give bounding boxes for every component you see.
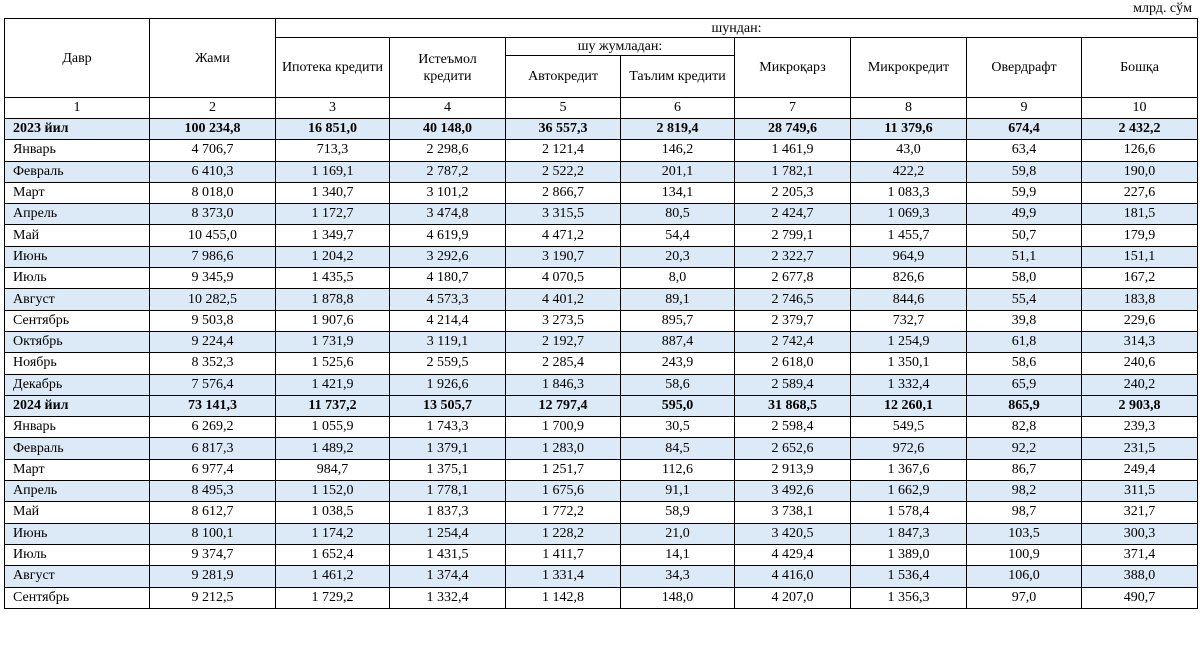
value-cell: 229,6	[1082, 310, 1198, 331]
period-cell: Июль	[5, 268, 150, 289]
value-cell: 2 787,2	[390, 161, 506, 182]
value-cell: 8 373,0	[150, 204, 276, 225]
value-cell: 240,6	[1082, 353, 1198, 374]
value-cell: 9 345,9	[150, 268, 276, 289]
value-cell: 311,5	[1082, 481, 1198, 502]
value-cell: 1 431,5	[390, 544, 506, 565]
value-cell: 63,4	[967, 140, 1082, 161]
period-cell: Март	[5, 459, 150, 480]
value-cell: 3 474,8	[390, 204, 506, 225]
value-cell: 50,7	[967, 225, 1082, 246]
period-cell: Сентябрь	[5, 310, 150, 331]
value-cell: 1 731,9	[276, 331, 390, 352]
value-cell: 3 119,1	[390, 331, 506, 352]
column-number: 7	[735, 98, 851, 119]
value-cell: 59,8	[967, 161, 1082, 182]
value-cell: 8,0	[621, 268, 735, 289]
value-cell: 1 435,5	[276, 268, 390, 289]
value-cell: 1 204,2	[276, 246, 390, 267]
unit-label: млрд. сўм	[1133, 1, 1192, 16]
value-cell: 2 589,4	[735, 374, 851, 395]
value-cell: 9 503,8	[150, 310, 276, 331]
value-cell: 1 578,4	[851, 502, 967, 523]
value-cell: 8 100,1	[150, 523, 276, 544]
value-cell: 14,1	[621, 544, 735, 565]
value-cell: 82,8	[967, 417, 1082, 438]
column-number: 5	[506, 98, 621, 119]
value-cell: 100 234,8	[150, 119, 276, 140]
value-cell: 549,5	[851, 417, 967, 438]
value-cell: 1 907,6	[276, 310, 390, 331]
table-row	[5, 161, 1198, 182]
value-cell: 7 576,4	[150, 374, 276, 395]
period-cell: Ноябрь	[5, 353, 150, 374]
value-cell: 100,9	[967, 544, 1082, 565]
column-number-row	[5, 98, 1198, 119]
column-number: 2	[150, 98, 276, 119]
credit-table	[4, 18, 1198, 609]
value-cell: 2 205,3	[735, 182, 851, 203]
value-cell: 10 455,0	[150, 225, 276, 246]
value-cell: 1 700,9	[506, 417, 621, 438]
value-cell: 595,0	[621, 395, 735, 416]
value-cell: 887,4	[621, 331, 735, 352]
value-cell: 146,2	[621, 140, 735, 161]
value-cell: 43,0	[851, 140, 967, 161]
value-cell: 8 352,3	[150, 353, 276, 374]
period-cell: Апрель	[5, 481, 150, 502]
header-auto: Автокредит	[506, 56, 621, 98]
value-cell: 964,9	[851, 246, 967, 267]
value-cell: 126,6	[1082, 140, 1198, 161]
value-cell: 1 340,7	[276, 182, 390, 203]
value-cell: 1 251,7	[506, 459, 621, 480]
value-cell: 98,7	[967, 502, 1082, 523]
value-cell: 3 190,7	[506, 246, 621, 267]
value-cell: 1 455,7	[851, 225, 967, 246]
value-cell: 865,9	[967, 395, 1082, 416]
value-cell: 3 101,2	[390, 182, 506, 203]
value-cell: 1 778,1	[390, 481, 506, 502]
value-cell: 73 141,3	[150, 395, 276, 416]
value-cell: 2 298,6	[390, 140, 506, 161]
value-cell: 55,4	[967, 289, 1082, 310]
period-cell: 2023 йил	[5, 119, 150, 140]
value-cell: 28 749,6	[735, 119, 851, 140]
value-cell: 2 559,5	[390, 353, 506, 374]
value-cell: 674,4	[967, 119, 1082, 140]
value-cell: 103,5	[967, 523, 1082, 544]
year-total-row	[5, 395, 1198, 416]
value-cell: 249,4	[1082, 459, 1198, 480]
value-cell: 1 332,4	[390, 587, 506, 608]
value-cell: 179,9	[1082, 225, 1198, 246]
value-cell: 9 212,5	[150, 587, 276, 608]
value-cell: 11 737,2	[276, 395, 390, 416]
value-cell: 61,8	[967, 331, 1082, 352]
value-cell: 1 772,2	[506, 502, 621, 523]
value-cell: 54,4	[621, 225, 735, 246]
table-row	[5, 438, 1198, 459]
value-cell: 1 782,1	[735, 161, 851, 182]
value-cell: 7 986,6	[150, 246, 276, 267]
value-cell: 51,1	[967, 246, 1082, 267]
value-cell: 16 851,0	[276, 119, 390, 140]
value-cell: 190,0	[1082, 161, 1198, 182]
value-cell: 1 652,4	[276, 544, 390, 565]
value-cell: 58,6	[967, 353, 1082, 374]
value-cell: 1 525,6	[276, 353, 390, 374]
value-cell: 4 619,9	[390, 225, 506, 246]
value-cell: 4 214,4	[390, 310, 506, 331]
value-cell: 34,3	[621, 566, 735, 587]
column-number: 10	[1082, 98, 1198, 119]
value-cell: 1 729,2	[276, 587, 390, 608]
period-cell: 2024 йил	[5, 395, 150, 416]
value-cell: 9 281,9	[150, 566, 276, 587]
table-row	[5, 481, 1198, 502]
value-cell: 1 055,9	[276, 417, 390, 438]
value-cell: 97,0	[967, 587, 1082, 608]
value-cell: 1 174,2	[276, 523, 390, 544]
value-cell: 30,5	[621, 417, 735, 438]
value-cell: 2 866,7	[506, 182, 621, 203]
value-cell: 6 410,3	[150, 161, 276, 182]
value-cell: 6 977,4	[150, 459, 276, 480]
value-cell: 422,2	[851, 161, 967, 182]
value-cell: 1 331,4	[506, 566, 621, 587]
value-cell: 1 254,9	[851, 331, 967, 352]
period-cell: Июнь	[5, 523, 150, 544]
value-cell: 1 536,4	[851, 566, 967, 587]
value-cell: 2 618,0	[735, 353, 851, 374]
value-cell: 2 192,7	[506, 331, 621, 352]
value-cell: 148,0	[621, 587, 735, 608]
value-cell: 39,8	[967, 310, 1082, 331]
value-cell: 1 172,7	[276, 204, 390, 225]
value-cell: 1 375,1	[390, 459, 506, 480]
value-cell: 89,1	[621, 289, 735, 310]
column-number: 1	[5, 98, 150, 119]
value-cell: 1 356,3	[851, 587, 967, 608]
value-cell: 59,9	[967, 182, 1082, 203]
value-cell: 371,4	[1082, 544, 1198, 565]
value-cell: 3 738,1	[735, 502, 851, 523]
value-cell: 844,6	[851, 289, 967, 310]
value-cell: 1 332,4	[851, 374, 967, 395]
value-cell: 2 522,2	[506, 161, 621, 182]
value-cell: 2 819,4	[621, 119, 735, 140]
value-cell: 151,1	[1082, 246, 1198, 267]
value-cell: 2 677,8	[735, 268, 851, 289]
value-cell: 9 224,4	[150, 331, 276, 352]
value-cell: 1 675,6	[506, 481, 621, 502]
value-cell: 12 797,4	[506, 395, 621, 416]
value-cell: 92,2	[967, 438, 1082, 459]
period-cell: Октябрь	[5, 331, 150, 352]
table-row	[5, 246, 1198, 267]
table-row	[5, 417, 1198, 438]
header-mortgage: Ипотека кредити	[276, 38, 390, 98]
value-cell: 1 038,5	[276, 502, 390, 523]
column-number: 9	[967, 98, 1082, 119]
value-cell: 2 746,5	[735, 289, 851, 310]
column-number: 3	[276, 98, 390, 119]
column-number: 8	[851, 98, 967, 119]
value-cell: 895,7	[621, 310, 735, 331]
header-education: Таълим кредити	[621, 56, 735, 98]
header-including: шу жумладан:	[506, 38, 735, 56]
value-cell: 65,9	[967, 374, 1082, 395]
value-cell: 1 461,2	[276, 566, 390, 587]
value-cell: 4 401,2	[506, 289, 621, 310]
value-cell: 1 662,9	[851, 481, 967, 502]
value-cell: 8 018,0	[150, 182, 276, 203]
value-cell: 58,9	[621, 502, 735, 523]
value-cell: 58,0	[967, 268, 1082, 289]
table-row	[5, 374, 1198, 395]
value-cell: 1 837,3	[390, 502, 506, 523]
table-row	[5, 544, 1198, 565]
table-row	[5, 459, 1198, 480]
table-row	[5, 523, 1198, 544]
value-cell: 4 573,3	[390, 289, 506, 310]
period-cell: Июнь	[5, 246, 150, 267]
value-cell: 4 207,0	[735, 587, 851, 608]
value-cell: 1 349,7	[276, 225, 390, 246]
value-cell: 1 379,1	[390, 438, 506, 459]
value-cell: 106,0	[967, 566, 1082, 587]
value-cell: 314,3	[1082, 331, 1198, 352]
table-row	[5, 225, 1198, 246]
value-cell: 40 148,0	[390, 119, 506, 140]
value-cell: 4 180,7	[390, 268, 506, 289]
year-total-row	[5, 119, 1198, 140]
value-cell: 84,5	[621, 438, 735, 459]
value-cell: 239,3	[1082, 417, 1198, 438]
value-cell: 9 374,7	[150, 544, 276, 565]
value-cell: 240,2	[1082, 374, 1198, 395]
value-cell: 4 706,7	[150, 140, 276, 161]
value-cell: 231,5	[1082, 438, 1198, 459]
value-cell: 1 389,0	[851, 544, 967, 565]
value-cell: 58,6	[621, 374, 735, 395]
header-of-which: шундан:	[276, 19, 1198, 38]
value-cell: 1 878,8	[276, 289, 390, 310]
value-cell: 1 283,0	[506, 438, 621, 459]
value-cell: 1 069,3	[851, 204, 967, 225]
value-cell: 3 273,5	[506, 310, 621, 331]
value-cell: 13 505,7	[390, 395, 506, 416]
value-cell: 826,6	[851, 268, 967, 289]
period-cell: Август	[5, 566, 150, 587]
value-cell: 1 489,2	[276, 438, 390, 459]
value-cell: 1 169,1	[276, 161, 390, 182]
period-cell: Август	[5, 289, 150, 310]
column-number: 6	[621, 98, 735, 119]
value-cell: 49,9	[967, 204, 1082, 225]
period-cell: Январь	[5, 417, 150, 438]
value-cell: 227,6	[1082, 182, 1198, 203]
value-cell: 183,8	[1082, 289, 1198, 310]
table-row	[5, 502, 1198, 523]
value-cell: 2 652,6	[735, 438, 851, 459]
value-cell: 1 411,7	[506, 544, 621, 565]
value-cell: 1 152,0	[276, 481, 390, 502]
value-cell: 4 070,5	[506, 268, 621, 289]
period-cell: Май	[5, 502, 150, 523]
value-cell: 490,7	[1082, 587, 1198, 608]
table-row	[5, 182, 1198, 203]
value-cell: 20,3	[621, 246, 735, 267]
value-cell: 2 598,4	[735, 417, 851, 438]
header-overdraft: Овердрафт	[967, 38, 1082, 98]
header-total: Жами	[150, 19, 276, 98]
value-cell: 112,6	[621, 459, 735, 480]
value-cell: 2 379,7	[735, 310, 851, 331]
value-cell: 2 121,4	[506, 140, 621, 161]
value-cell: 1 083,3	[851, 182, 967, 203]
value-cell: 732,7	[851, 310, 967, 331]
period-cell: Март	[5, 182, 150, 203]
value-cell: 1 461,9	[735, 140, 851, 161]
value-cell: 167,2	[1082, 268, 1198, 289]
value-cell: 3 315,5	[506, 204, 621, 225]
value-cell: 8 612,7	[150, 502, 276, 523]
table-row	[5, 587, 1198, 608]
value-cell: 1 228,2	[506, 523, 621, 544]
value-cell: 6 817,3	[150, 438, 276, 459]
value-cell: 3 420,5	[735, 523, 851, 544]
value-cell: 4 429,4	[735, 544, 851, 565]
period-cell: Февраль	[5, 161, 150, 182]
table-body	[5, 119, 1198, 609]
value-cell: 2 742,4	[735, 331, 851, 352]
period-cell: Июль	[5, 544, 150, 565]
value-cell: 300,3	[1082, 523, 1198, 544]
period-cell: Май	[5, 225, 150, 246]
value-cell: 86,7	[967, 459, 1082, 480]
value-cell: 713,3	[276, 140, 390, 161]
value-cell: 181,5	[1082, 204, 1198, 225]
value-cell: 1 846,3	[506, 374, 621, 395]
value-cell: 1 350,1	[851, 353, 967, 374]
value-cell: 1 142,8	[506, 587, 621, 608]
value-cell: 984,7	[276, 459, 390, 480]
value-cell: 12 260,1	[851, 395, 967, 416]
value-cell: 972,6	[851, 438, 967, 459]
value-cell: 2 799,1	[735, 225, 851, 246]
header-consumer: Истеъмол кредити	[390, 38, 506, 98]
value-cell: 2 432,2	[1082, 119, 1198, 140]
value-cell: 21,0	[621, 523, 735, 544]
value-cell: 2 903,8	[1082, 395, 1198, 416]
table-row	[5, 566, 1198, 587]
period-cell: Февраль	[5, 438, 150, 459]
period-cell: Декабрь	[5, 374, 150, 395]
value-cell: 4 416,0	[735, 566, 851, 587]
value-cell: 1 254,4	[390, 523, 506, 544]
value-cell: 31 868,5	[735, 395, 851, 416]
value-cell: 1 367,6	[851, 459, 967, 480]
table-row	[5, 353, 1198, 374]
value-cell: 321,7	[1082, 502, 1198, 523]
header-other: Бошқа	[1082, 38, 1198, 98]
period-cell: Апрель	[5, 204, 150, 225]
value-cell: 11 379,6	[851, 119, 967, 140]
value-cell: 134,1	[621, 182, 735, 203]
header-microcredit: Микрокредит	[851, 38, 967, 98]
value-cell: 6 269,2	[150, 417, 276, 438]
table-row	[5, 289, 1198, 310]
table-row	[5, 310, 1198, 331]
table-row	[5, 268, 1198, 289]
value-cell: 10 282,5	[150, 289, 276, 310]
value-cell: 1 847,3	[851, 523, 967, 544]
value-cell: 3 492,6	[735, 481, 851, 502]
table-row	[5, 204, 1198, 225]
value-cell: 388,0	[1082, 566, 1198, 587]
value-cell: 1 926,6	[390, 374, 506, 395]
period-cell: Сентябрь	[5, 587, 150, 608]
value-cell: 2 913,9	[735, 459, 851, 480]
value-cell: 80,5	[621, 204, 735, 225]
value-cell: 201,1	[621, 161, 735, 182]
header-microloan: Микроқарз	[735, 38, 851, 98]
table-row	[5, 331, 1198, 352]
column-number: 4	[390, 98, 506, 119]
value-cell: 243,9	[621, 353, 735, 374]
value-cell: 98,2	[967, 481, 1082, 502]
value-cell: 36 557,3	[506, 119, 621, 140]
value-cell: 2 285,4	[506, 353, 621, 374]
value-cell: 4 471,2	[506, 225, 621, 246]
value-cell: 2 424,7	[735, 204, 851, 225]
value-cell: 2 322,7	[735, 246, 851, 267]
value-cell: 8 495,3	[150, 481, 276, 502]
value-cell: 1 374,4	[390, 566, 506, 587]
value-cell: 1 743,3	[390, 417, 506, 438]
period-cell: Январь	[5, 140, 150, 161]
value-cell: 1 421,9	[276, 374, 390, 395]
header-period: Давр	[5, 19, 150, 98]
value-cell: 3 292,6	[390, 246, 506, 267]
table-row	[5, 140, 1198, 161]
value-cell: 91,1	[621, 481, 735, 502]
